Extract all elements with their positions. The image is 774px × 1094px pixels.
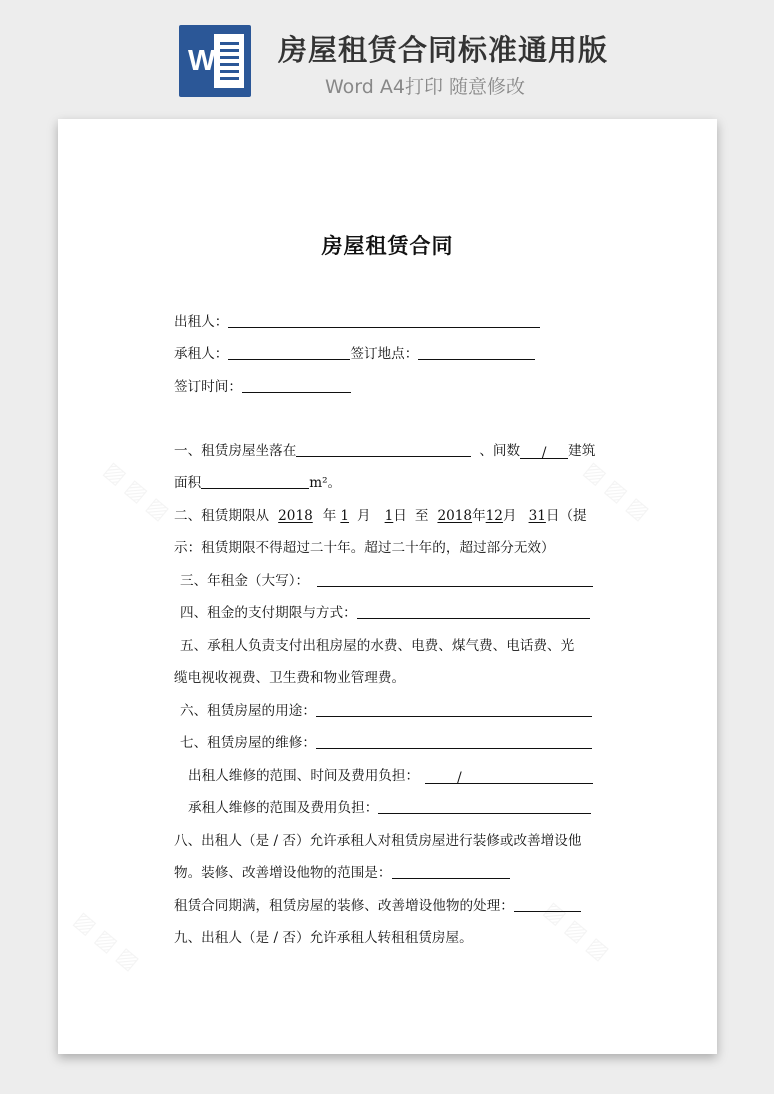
header-subtitle: Word A4打印 随意修改 [325,76,526,98]
clause-7-lessee-line [188,798,591,818]
watermark [579,457,654,525]
lessee-line [174,344,535,364]
start-day[interactable]: 1 [384,508,394,524]
payment-method-blank[interactable] [357,603,590,619]
renovation-scope-blank[interactable] [392,863,510,879]
start-year[interactable]: 2018 [278,508,313,524]
watermark [99,457,174,525]
sign-time-line [174,377,351,397]
to-label: 至 [414,508,429,524]
watermark [69,907,144,975]
word-document-icon [179,25,251,97]
clause-2-line-1 [174,506,587,526]
lessor-line [174,312,540,332]
clause-5-line-2: 缆电视收视费、卫生费和物业管理费。 [174,670,406,686]
clause-7-line [180,733,592,753]
end-year[interactable]: 2018 [437,508,473,524]
clause-3-line [180,571,593,591]
clause-7-lessee-label: 承租人维修的范围及费用负担： [188,800,379,816]
sign-place-blank[interactable] [418,344,535,360]
word-icon-letter: W [188,45,216,77]
lessee-maintenance-blank[interactable] [378,798,591,814]
clause-3-label: 三、年租金（大写）： [180,573,310,589]
clause-4-line [180,603,590,623]
clause-9-line: 九、出租人（是 / 否）允许承租人转租租赁房屋。 [174,930,473,946]
maintenance-blank[interactable] [316,733,592,749]
annual-rent-blank[interactable] [317,571,593,587]
start-month[interactable]: 1 [340,508,350,524]
clause-6-line [180,701,592,721]
lessor-maintenance-blank[interactable] [425,768,593,784]
word-icon-page [214,34,244,88]
clause-1-line-2 [174,473,341,493]
sign-place-label: 签订地点： [350,346,419,362]
clause-1-tail: 建筑 [568,443,596,459]
clause-8-expiry-label: 租赁合同期满，租赁房屋的装修、改善增设他物的处理： [174,898,514,914]
clause-8-line-3 [174,896,581,916]
year-unit-2: 年 [472,508,486,524]
clause-6-label: 六、租赁房屋的用途： [180,703,316,719]
rooms-value[interactable]: / [520,443,568,459]
location-blank[interactable] [296,441,471,457]
sign-time-label: 签订时间： [174,379,242,395]
clause-2-tail: 日（提 [545,508,587,524]
clause-7-lessor-line [188,766,593,786]
area-unit: m²。 [309,475,342,491]
year-unit: 年 [322,508,337,524]
document-page [58,119,717,1054]
clause-7-lessor-label: 出租人维修的范围、时间及费用负担： [188,768,420,784]
document-title: 房屋租赁合同 [321,233,454,258]
day-unit: 日 [393,508,407,524]
lessor-label: 出租人： [174,314,229,330]
clause-1-prefix: 一、租赁房屋坐落在 [174,443,297,459]
clause-5-line-1: 五、承租人负责支付出租房屋的水费、电费、煤气费、电话费、光 [180,638,575,654]
lessee-blank[interactable] [228,344,350,360]
sign-time-blank[interactable] [242,377,351,393]
lessor-blank[interactable] [228,312,540,328]
clause-2-line-2: 示：租赁期限不得超过二十年。超过二十年的，超过部分无效） [174,540,555,556]
area-blank[interactable] [201,473,309,489]
lessee-label: 承租人： [174,346,229,362]
end-month[interactable]: 12 [485,508,503,524]
clause-8-line-1: 八、出租人（是 / 否）允许承租人对租赁房屋进行装修或改善增设他 [174,833,582,849]
clause-2-prefix: 二、租赁期限从 [174,508,270,524]
page-header [0,0,774,110]
area-label: 面积 [174,475,202,491]
clause-7-label: 七、租赁房屋的维修： [180,735,316,751]
clause-8-scope-label: 物。装修、改善增设他物的范围是： [174,865,392,881]
rooms-label: 、间数 [479,443,521,459]
month-unit: 月 [357,508,371,524]
renovation-handling-blank[interactable] [514,896,581,912]
header-title: 房屋租赁合同标准通用版 [278,33,609,67]
lessor-maintenance-value: / [457,770,462,786]
clause-4-label: 四、租金的支付期限与方式： [180,605,357,621]
clause-8-line-2 [174,863,510,883]
month-unit-2: 月 [502,508,517,524]
usage-blank[interactable] [316,701,592,717]
end-day[interactable]: 31 [528,508,546,524]
clause-1-line-1 [174,441,595,461]
